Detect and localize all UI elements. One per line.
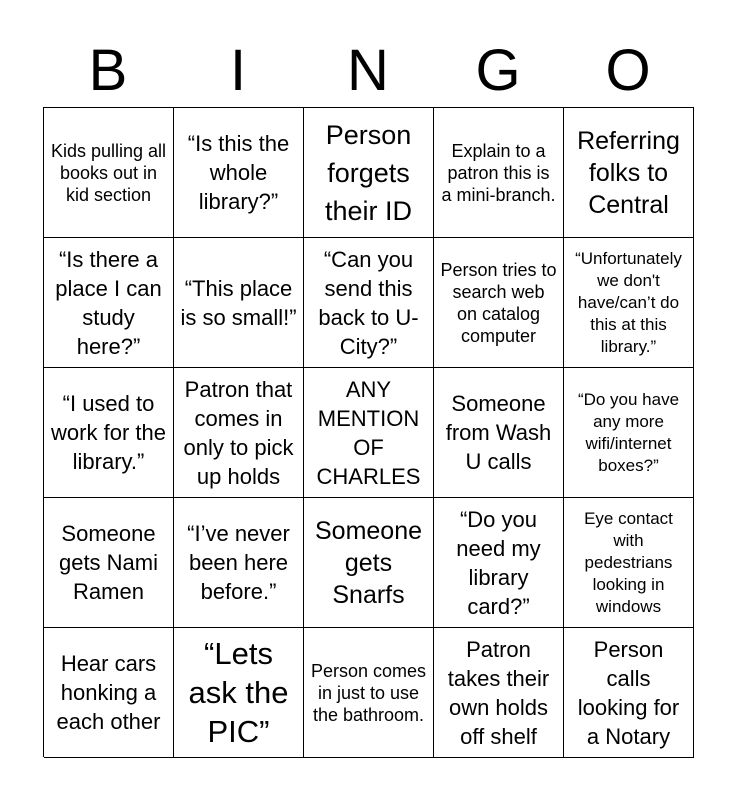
cell-text: ANY MENTION OF CHARLES — [316, 376, 421, 489]
bingo-cell[interactable] — [304, 108, 434, 238]
bingo-cell[interactable] — [434, 498, 564, 628]
bingo-cell[interactable] — [174, 368, 304, 498]
cell-text: “Can you send this back to U-City?” — [318, 246, 419, 359]
cell-text: Person comes in just to use the bathroom. — [310, 660, 427, 725]
header-letter-i: I — [229, 38, 247, 103]
cell-text: Person calls looking for a Notary — [577, 636, 680, 749]
bingo-cell[interactable] — [44, 628, 174, 758]
cell-text: “Is this the whole library?” — [187, 131, 290, 214]
cell-text: Person forgets their ID — [324, 119, 413, 226]
header-letter-o: O — [605, 38, 651, 103]
header-letter-b: B — [88, 38, 128, 103]
bingo-cell[interactable] — [434, 108, 564, 238]
header-letter-g: G — [475, 38, 521, 103]
bingo-cell[interactable] — [304, 238, 434, 368]
bingo-cell[interactable] — [434, 368, 564, 498]
bingo-header — [43, 40, 693, 102]
cell-text: Someone gets Nami Ramen — [58, 521, 159, 604]
cell-text: Person tries to search web on catalog computer — [440, 259, 557, 346]
bingo-cell[interactable] — [564, 498, 694, 628]
bingo-cell[interactable] — [174, 108, 304, 238]
bingo-cell[interactable] — [434, 238, 564, 368]
bingo-cell[interactable] — [434, 628, 564, 758]
cell-text: Referring folks to Central — [577, 126, 680, 219]
bingo-cell[interactable] — [564, 108, 694, 238]
cell-text: Eye contact with pedestrians looking in windows — [584, 508, 673, 616]
bingo-cell[interactable] — [564, 628, 694, 758]
cell-text: Someone from Wash U calls — [445, 391, 552, 474]
cell-text: Patron that comes in only to pick up holds — [183, 376, 294, 489]
bingo-cell[interactable] — [174, 628, 304, 758]
bingo-cell[interactable] — [44, 498, 174, 628]
bingo-cell[interactable] — [564, 368, 694, 498]
cell-text: Someone gets Snarfs — [314, 516, 423, 609]
bingo-cell[interactable] — [44, 238, 174, 368]
cell-text: “Unfortunately we don't have/can’t do this at this library.” — [575, 248, 682, 356]
cell-text: “This place is so small!” — [180, 275, 297, 330]
cell-text: Patron takes their own holds off shelf — [447, 636, 550, 749]
bingo-cell[interactable] — [564, 238, 694, 368]
cell-text: “Lets ask the PIC” — [188, 636, 289, 749]
bingo-cell[interactable] — [174, 238, 304, 368]
bingo-grid — [43, 107, 694, 757]
header-letter-n: N — [347, 38, 389, 103]
cell-text: Kids pulling all books out in kid section — [50, 140, 167, 205]
bingo-cell[interactable] — [304, 498, 434, 628]
cell-text: “I’ve never been here before.” — [187, 521, 290, 604]
bingo-cell[interactable] — [304, 628, 434, 758]
cell-text: “Is there a place I can study here?” — [55, 246, 162, 359]
bingo-cell[interactable] — [304, 368, 434, 498]
cell-text: “I used to work for the library.” — [51, 391, 166, 474]
cell-text: “Do you have any more wifi/internet boxes?” — [577, 389, 680, 475]
cell-text: “Do you need my library card?” — [456, 506, 541, 619]
bingo-cell[interactable] — [44, 368, 174, 498]
bingo-cell[interactable] — [44, 108, 174, 238]
cell-text: Explain to a patron this is a mini-branch. — [441, 140, 556, 205]
bingo-cell[interactable] — [174, 498, 304, 628]
cell-text: Hear cars honking a each other — [56, 651, 161, 734]
